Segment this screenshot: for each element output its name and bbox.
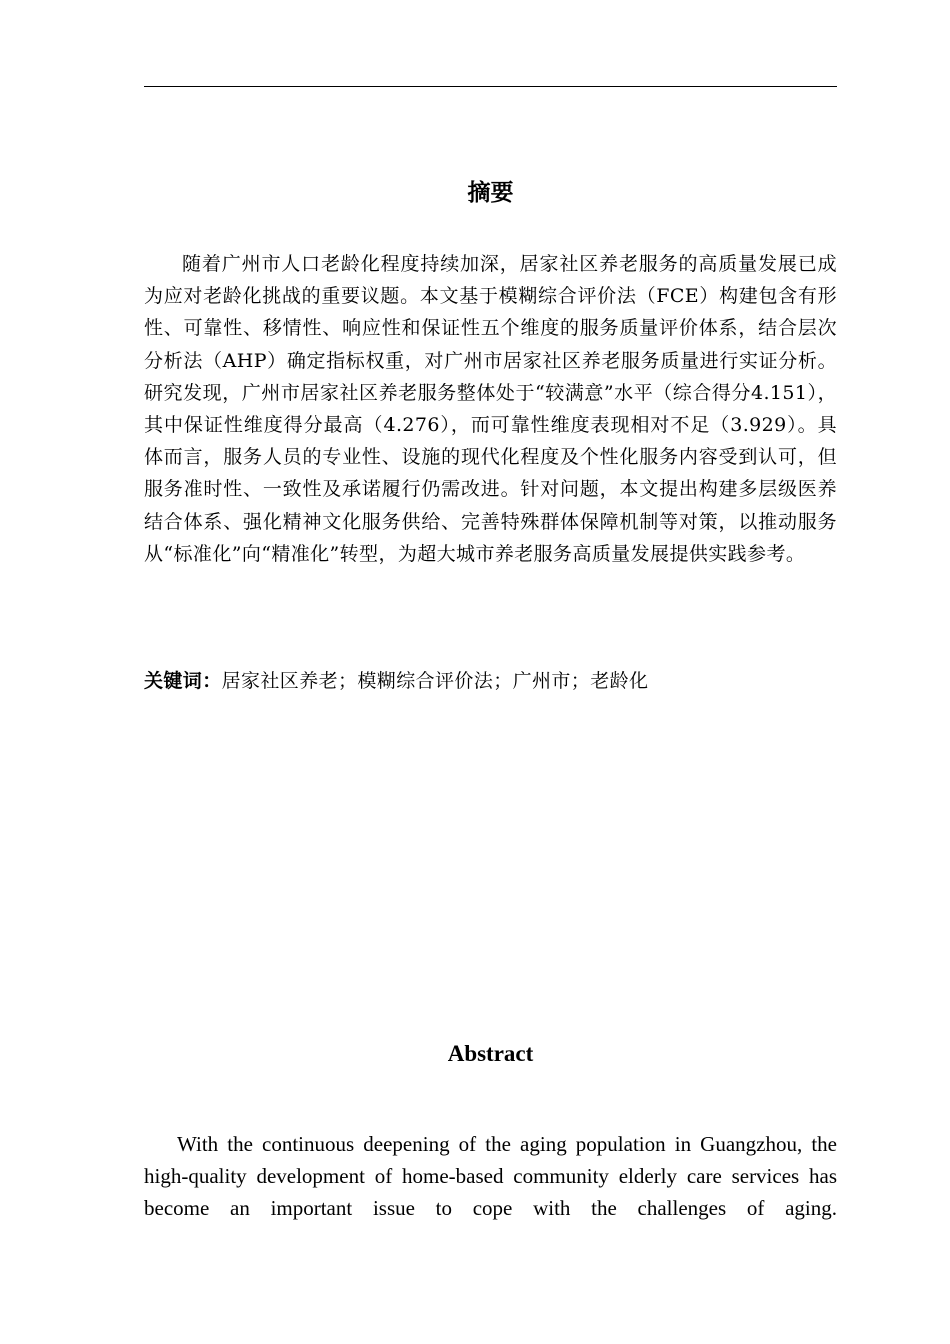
keywords-text: 居家社区养老；模糊综合评价法；广州市；老龄化 (221, 670, 649, 692)
header-rule (144, 86, 837, 87)
keywords-label: 关键词： (144, 670, 222, 692)
english-abstract-body: With the continuous deepening of the aging population in Guangzhou, the high-quality development of home-based community elderly care services has become an important issue to cope with the challenges of aging. (144, 1132, 837, 1220)
chinese-keywords (144, 664, 837, 698)
english-abstract-title: Abstract (447, 1041, 534, 1066)
chinese-abstract-title: 摘要 (467, 180, 514, 206)
chinese-abstract-body: 随着广州市人口老龄化程度持续加深，居家社区养老服务的高质量发展已成为应对老龄化挑战的重要议题。本文基于模糊综合评价法（FCE）构建包含有形性、可靠性、移情性、响应性和保证性五个维度的服务质量评价体系，结合层次分析法（AHP）确定指标权重，对广州市居家社区养老服务质量进行实证分析。研究发现，广州市居家社区养老服务整体处于“较满意”水平（综合得分4.151），其中保证性维度得分最高（4.276），而可靠性维度表现相对不足（3.929）。具体而言，服务人员的专业性、设施的现代化程度及个性化服务内容受到认可，但服务准时性、一致性及承诺履行仍需改进。针对问题，本文提出构建多层级医养结合体系、强化精神文化服务供给、完善特殊群体保障机制等对策，以推动服务从“标准化”向“精准化”转型，为超大城市养老服务高质量发展提供实践参考。 (144, 253, 837, 565)
